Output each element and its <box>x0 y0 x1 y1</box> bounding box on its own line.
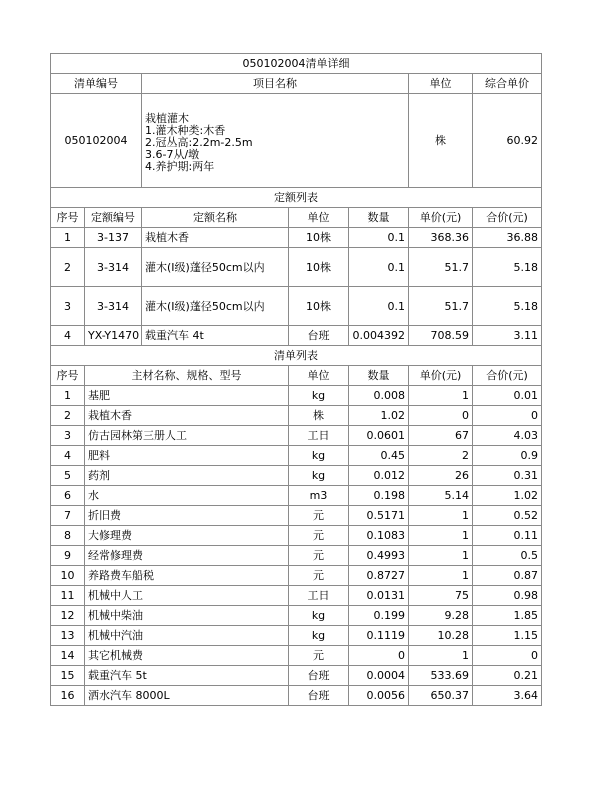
list-no-cell: 4 <box>51 446 85 466</box>
table-title: 050102004清单详细 <box>51 54 542 74</box>
list-unit-cell: 元 <box>289 526 349 546</box>
list-no-cell: 5 <box>51 466 85 486</box>
quota-unit-cell: 10株 <box>289 228 349 248</box>
quota-row <box>51 248 542 287</box>
list-no-cell: 10 <box>51 566 85 586</box>
list-name-cell: 折旧费 <box>85 506 289 526</box>
list-name-cell: 水 <box>85 486 289 506</box>
list-unit-cell: kg <box>289 446 349 466</box>
list-total-cell: 0.98 <box>473 586 542 606</box>
list-name-cell: 基肥 <box>85 386 289 406</box>
list-total-cell: 0.5 <box>473 546 542 566</box>
list-name-cell: 大修理费 <box>85 526 289 546</box>
quota-header-row <box>51 208 542 228</box>
item-description-cell <box>142 94 409 188</box>
list-name-cell: 洒水汽车 8000L <box>85 686 289 706</box>
list-no-cell: 14 <box>51 646 85 666</box>
quota-price-cell: 368.36 <box>409 228 473 248</box>
quota-section-title: 定额列表 <box>51 188 542 208</box>
list-qty-cell: 1.02 <box>349 406 409 426</box>
list-row <box>51 546 542 566</box>
list-price-cell: 1 <box>409 646 473 666</box>
list-row <box>51 666 542 686</box>
list-total-cell: 1.85 <box>473 606 542 626</box>
quota-header-cell: 序号 <box>51 208 85 228</box>
list-no-cell: 13 <box>51 626 85 646</box>
quota-total-cell: 36.88 <box>473 228 542 248</box>
list-no-cell: 16 <box>51 686 85 706</box>
list-total-cell: 4.03 <box>473 426 542 446</box>
list-unit-cell: 台班 <box>289 666 349 686</box>
list-total-cell: 0.21 <box>473 666 542 686</box>
quota-no-cell: 1 <box>51 228 85 248</box>
list-name-cell: 经常修理费 <box>85 546 289 566</box>
quota-name-cell: 载重汽车 4t <box>142 326 289 346</box>
quota-code-cell: 3-137 <box>85 228 142 248</box>
list-qty-cell: 0 <box>349 646 409 666</box>
list-unit-cell: 元 <box>289 506 349 526</box>
quota-code-cell: 3-314 <box>85 248 142 287</box>
list-total-cell: 0.87 <box>473 566 542 586</box>
list-qty-cell: 0.8727 <box>349 566 409 586</box>
quota-no-cell: 3 <box>51 287 85 326</box>
list-no-cell: 15 <box>51 666 85 686</box>
list-qty-cell: 0.0056 <box>349 686 409 706</box>
list-name-cell: 载重汽车 5t <box>85 666 289 686</box>
list-total-cell: 0 <box>473 646 542 666</box>
list-no-cell: 2 <box>51 406 85 426</box>
quota-unit-cell: 10株 <box>289 248 349 287</box>
list-no-cell: 12 <box>51 606 85 626</box>
list-total-cell: 0.11 <box>473 526 542 546</box>
quota-code-cell: YX-Y1470 <box>85 326 142 346</box>
quota-row <box>51 326 542 346</box>
list-unit-cell: kg <box>289 466 349 486</box>
list-qty-cell: 0.199 <box>349 606 409 626</box>
list-row <box>51 586 542 606</box>
item-price: 60.92 <box>473 94 542 188</box>
list-qty-cell: 0.45 <box>349 446 409 466</box>
list-row <box>51 426 542 446</box>
header-unit: 单位 <box>409 74 473 94</box>
header-price: 综合单价 <box>473 74 542 94</box>
list-header-cell: 数量 <box>349 366 409 386</box>
list-qty-cell: 0.0131 <box>349 586 409 606</box>
quota-name-cell: 栽植木香 <box>142 228 289 248</box>
header-code: 清单编号 <box>51 74 142 94</box>
quota-price-cell: 708.59 <box>409 326 473 346</box>
list-unit-cell: kg <box>289 606 349 626</box>
list-unit-cell: kg <box>289 386 349 406</box>
quota-code-cell: 3-314 <box>85 287 142 326</box>
list-price-cell: 10.28 <box>409 626 473 646</box>
list-name-cell: 其它机械费 <box>85 646 289 666</box>
quota-header-cell: 单位 <box>289 208 349 228</box>
list-qty-cell: 0.0004 <box>349 666 409 686</box>
list-no-cell: 3 <box>51 426 85 446</box>
header-name: 项目名称 <box>142 74 409 94</box>
list-unit-cell: 工日 <box>289 586 349 606</box>
list-no-cell: 9 <box>51 546 85 566</box>
list-price-cell: 1 <box>409 526 473 546</box>
list-row <box>51 446 542 466</box>
list-header-row <box>51 366 542 386</box>
list-header-cell: 序号 <box>51 366 85 386</box>
list-unit-cell: kg <box>289 626 349 646</box>
list-row <box>51 606 542 626</box>
list-unit-cell: 元 <box>289 546 349 566</box>
list-unit-cell: 工日 <box>289 426 349 446</box>
item-description: 栽植灌木 1.灌木种类:木香 2.冠丛高:2.2m-2.5m 3.6-7从/墩 4.养护期:两年 <box>145 112 253 173</box>
list-qty-cell: 0.198 <box>349 486 409 506</box>
list-row <box>51 686 542 706</box>
quota-header-cell: 单价(元) <box>409 208 473 228</box>
list-row <box>51 626 542 646</box>
list-qty-cell: 0.5171 <box>349 506 409 526</box>
list-price-cell: 650.37 <box>409 686 473 706</box>
list-name-cell: 养路费车船税 <box>85 566 289 586</box>
list-row <box>51 466 542 486</box>
list-header-cell: 合价(元) <box>473 366 542 386</box>
quota-price-cell: 51.7 <box>409 287 473 326</box>
list-header-cell: 单价(元) <box>409 366 473 386</box>
quota-total-cell: 5.18 <box>473 287 542 326</box>
list-qty-cell: 0.1083 <box>349 526 409 546</box>
list-price-cell: 2 <box>409 446 473 466</box>
quota-qty-cell: 0.004392 <box>349 326 409 346</box>
item-code: 050102004 <box>51 94 142 188</box>
quota-qty-cell: 0.1 <box>349 228 409 248</box>
quota-name-cell: 灌木(I级)蓬径50cm以内 <box>142 248 289 287</box>
quota-price-cell: 51.7 <box>409 248 473 287</box>
list-header-cell: 单位 <box>289 366 349 386</box>
quota-row <box>51 287 542 326</box>
list-row <box>51 646 542 666</box>
list-price-cell: 5.14 <box>409 486 473 506</box>
quota-header-cell: 数量 <box>349 208 409 228</box>
list-no-cell: 11 <box>51 586 85 606</box>
list-qty-cell: 0.1119 <box>349 626 409 646</box>
list-unit-cell: 株 <box>289 406 349 426</box>
list-row <box>51 506 542 526</box>
list-price-cell: 9.28 <box>409 606 473 626</box>
list-total-cell: 0.52 <box>473 506 542 526</box>
list-no-cell: 6 <box>51 486 85 506</box>
list-unit-cell: 台班 <box>289 686 349 706</box>
quota-no-cell: 2 <box>51 248 85 287</box>
list-total-cell: 1.15 <box>473 626 542 646</box>
list-price-cell: 0 <box>409 406 473 426</box>
list-no-cell: 7 <box>51 506 85 526</box>
item-unit: 株 <box>409 94 473 188</box>
quota-header-cell: 定额编号 <box>85 208 142 228</box>
list-total-cell: 0.01 <box>473 386 542 406</box>
quota-unit-cell: 10株 <box>289 287 349 326</box>
list-name-cell: 药剂 <box>85 466 289 486</box>
list-qty-cell: 0.0601 <box>349 426 409 446</box>
quota-name-cell: 灌木(I级)蓬径50cm以内 <box>142 287 289 326</box>
quota-unit-cell: 台班 <box>289 326 349 346</box>
list-section-title: 清单列表 <box>51 346 542 366</box>
list-no-cell: 1 <box>51 386 85 406</box>
list-total-cell: 1.02 <box>473 486 542 506</box>
list-total-cell: 0 <box>473 406 542 426</box>
list-price-cell: 1 <box>409 546 473 566</box>
quota-header-cell: 合价(元) <box>473 208 542 228</box>
quota-row <box>51 228 542 248</box>
list-unit-cell: m3 <box>289 486 349 506</box>
quota-total-cell: 5.18 <box>473 248 542 287</box>
list-price-cell: 1 <box>409 506 473 526</box>
list-price-cell: 1 <box>409 566 473 586</box>
list-header-cell: 主材名称、规格、型号 <box>85 366 289 386</box>
list-name-cell: 仿古园林第三册人工 <box>85 426 289 446</box>
list-price-cell: 533.69 <box>409 666 473 686</box>
bill-detail-table <box>50 53 542 706</box>
list-total-cell: 0.9 <box>473 446 542 466</box>
list-price-cell: 26 <box>409 466 473 486</box>
list-name-cell: 机械中柴油 <box>85 606 289 626</box>
quota-total-cell: 3.11 <box>473 326 542 346</box>
list-name-cell: 肥料 <box>85 446 289 466</box>
list-name-cell: 机械中汽油 <box>85 626 289 646</box>
quota-qty-cell: 0.1 <box>349 248 409 287</box>
list-name-cell: 栽植木香 <box>85 406 289 426</box>
list-price-cell: 67 <box>409 426 473 446</box>
list-no-cell: 8 <box>51 526 85 546</box>
list-name-cell: 机械中人工 <box>85 586 289 606</box>
list-row <box>51 566 542 586</box>
quota-qty-cell: 0.1 <box>349 287 409 326</box>
quota-header-cell: 定额名称 <box>142 208 289 228</box>
list-total-cell: 0.31 <box>473 466 542 486</box>
list-price-cell: 75 <box>409 586 473 606</box>
list-total-cell: 3.64 <box>473 686 542 706</box>
list-unit-cell: 元 <box>289 646 349 666</box>
list-row <box>51 486 542 506</box>
list-unit-cell: 元 <box>289 566 349 586</box>
list-price-cell: 1 <box>409 386 473 406</box>
quota-no-cell: 4 <box>51 326 85 346</box>
list-qty-cell: 0.012 <box>349 466 409 486</box>
list-row <box>51 526 542 546</box>
list-qty-cell: 0.008 <box>349 386 409 406</box>
list-row <box>51 386 542 406</box>
list-qty-cell: 0.4993 <box>349 546 409 566</box>
list-row <box>51 406 542 426</box>
